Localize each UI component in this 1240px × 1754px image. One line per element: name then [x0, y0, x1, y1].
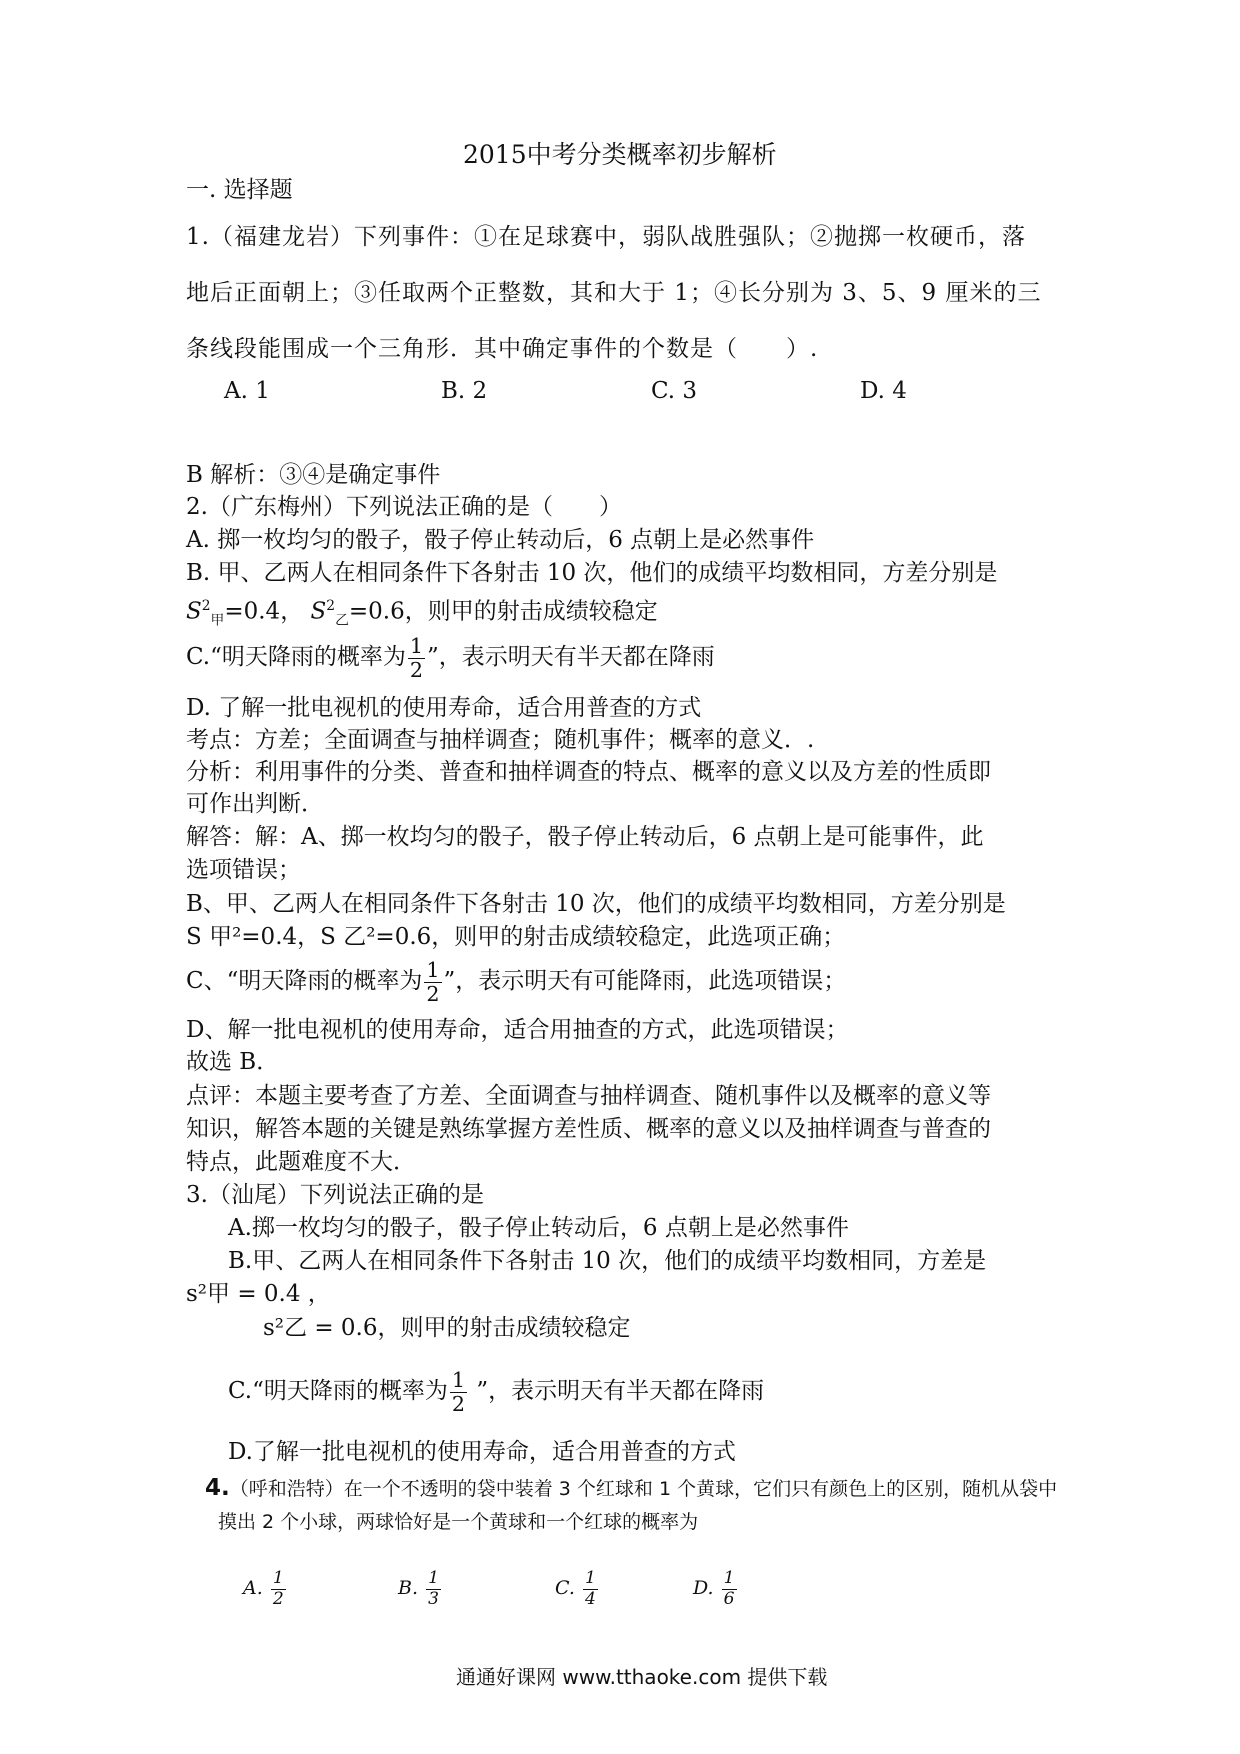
- q2-fenxi-line1: 分析：利用事件的分类、普查和抽样调查的特点、概率的意义以及方差的性质即: [186, 759, 991, 785]
- q2-stem: 2.（广东梅州）下列说法正确的是（ ）: [186, 494, 622, 520]
- q1-line1: 1.（福建龙岩）下列事件：①在足球赛中，弱队战胜强队；②抛掷一枚硬币，落: [186, 224, 1026, 250]
- q2-dianping-line1: 点评：本题主要考查了方差、全面调查与抽样调查、随机事件以及概率的意义等: [186, 1083, 991, 1109]
- option-label: C.: [555, 1577, 575, 1599]
- q4-line2: 摸出 2 个小球，两球恰好是一个黄球和一个红球的概率为: [218, 1511, 699, 1533]
- numerator: 1: [272, 1568, 284, 1589]
- q3-option-a: A.掷一枚均匀的骰子，骰子停止转动后，6 点朝上是必然事件: [228, 1215, 849, 1241]
- q1-line3: 条线段能围成一个三角形．其中确定事件的个数是（ ）.: [186, 336, 819, 362]
- variance-value: =0.6，则甲的射击成绩较稳定: [348, 598, 658, 625]
- q2-option-a: A. 掷一枚均匀的骰子，骰子停止转动后，6 点朝上是必然事件: [186, 527, 815, 553]
- q2-jieda-line3: B、甲、乙两人在相同条件下各射击 10 次，他们的成绩平均数相同，方差分别是: [186, 891, 1006, 917]
- q2-jieda-line6: D、解一批电视机的使用寿命，适合用抽查的方式，此选项错误；: [186, 1017, 849, 1043]
- option-label: B.: [398, 1577, 419, 1599]
- text-span: ”，表示明天有可能降雨，此选项错误；: [443, 968, 847, 995]
- q1-option-d: D. 4: [860, 378, 907, 404]
- numerator: 1: [428, 1568, 439, 1589]
- q2-jieda-line5: [186, 960, 846, 1004]
- denominator: 2: [426, 981, 440, 1006]
- q4-option-a: [243, 1568, 288, 1608]
- variance-symbol: S: [310, 598, 327, 625]
- text-span: C.“明天降雨的概率为: [228, 1378, 448, 1405]
- text-span: C.“明天降雨的概率为: [186, 644, 406, 671]
- q3-option-b-line1: B.甲、乙两人在相同条件下各射击 10 次，他们的成绩平均数相同，方差是: [228, 1248, 987, 1274]
- option-label: A.: [243, 1577, 263, 1599]
- fraction: [583, 1570, 598, 1607]
- q2-kaodian: 考点：方差；全面调查与抽样调查；随机事件；概率的意义．.: [186, 727, 815, 753]
- fraction: [722, 1570, 737, 1607]
- denominator: 3: [428, 1588, 439, 1609]
- q1-option-c: C. 3: [651, 378, 698, 404]
- q2-guxuan: 故选 B．: [186, 1049, 280, 1075]
- footer-text: 通通好课网 www.tthaoke.com 提供下载: [456, 1665, 828, 1689]
- q2-dianping-line3: 特点，此题难度不大．: [186, 1149, 416, 1175]
- variance-symbol: S: [186, 598, 202, 625]
- variance-value: =0.4，: [224, 598, 304, 625]
- denominator: 6: [723, 1588, 735, 1609]
- fraction: [450, 1370, 467, 1414]
- text-span: C、“明天降雨的概率为: [186, 968, 423, 995]
- text-span: ”，表示明天有半天都在降雨: [427, 644, 715, 671]
- denominator: 2: [451, 1391, 466, 1416]
- denominator: 2: [409, 657, 424, 682]
- q1-option-a: A. 1: [224, 378, 270, 404]
- fraction: [271, 1570, 286, 1607]
- text-span: （呼和浩特）在一个不透明的袋中装着 3 个红球和 1 个黄球，它们只有颜色上的区别，随机从袋中: [229, 1478, 1058, 1500]
- numerator: 1: [723, 1568, 735, 1589]
- q4-option-b: [398, 1568, 443, 1608]
- q2-option-d: D. 了解一批电视机的使用寿命，适合用普查的方式: [186, 695, 702, 721]
- option-label: D.: [693, 1577, 714, 1599]
- q4-line1: [205, 1473, 1057, 1504]
- fraction: [424, 960, 441, 1004]
- q4-option-c: [555, 1568, 600, 1608]
- q2-option-b-line2: $S^2_甲=0.4$， $S^2_乙=0.6$，则甲的射击成绩较稳定: [186, 598, 658, 629]
- denominator: 2: [272, 1588, 284, 1609]
- q2-option-b-line1: B. 甲、乙两人在相同条件下各射击 10 次，他们的成绩平均数相同，方差分别是: [186, 560, 998, 586]
- q2-fenxi-line2: 可作出判断．: [186, 791, 324, 817]
- denominator: 4: [584, 1588, 596, 1609]
- q2-jieda-line2: 选项错误；: [186, 857, 301, 883]
- numerator: 1: [584, 1568, 596, 1589]
- page-title: 2015中考分类概率初步解析: [463, 140, 777, 169]
- q4-option-d: [693, 1568, 739, 1608]
- numerator: 1: [409, 634, 424, 658]
- q3-option-c: [228, 1370, 764, 1414]
- q2-dianping-line2: 知识，解答本题的关键是熟练掌握方差性质、概率的意义以及抽样调查与普查的: [186, 1116, 991, 1142]
- variance-subscript: 乙: [335, 612, 349, 629]
- numerator: 1: [426, 958, 440, 982]
- q2-jieda-line1: 解答：解：A、掷一枚均匀的骰子，骰子停止转动后，6 点朝上是可能事件，此: [186, 824, 984, 850]
- text-span: ”，表示明天有半天都在降雨: [469, 1378, 765, 1405]
- q1-line2: 地后正面朝上；③任取两个正整数，其和大于 1；④长分别为 3、5、9 厘米的三: [186, 280, 1042, 306]
- q2-jieda-line4: S 甲²=0.4，S 乙²=0.6，则甲的射击成绩较稳定，此选项正确；: [186, 924, 846, 950]
- q3-option-d: D.了解一批电视机的使用寿命，适合用普查的方式: [228, 1439, 736, 1465]
- q3-option-b-line2: s²甲 = 0.4 ，: [186, 1281, 331, 1307]
- q2-option-c: [186, 636, 715, 680]
- fraction: [408, 636, 425, 680]
- q1-option-b: B. 2: [441, 378, 488, 404]
- fraction: [426, 1570, 441, 1607]
- variance-subscript: 甲: [210, 612, 225, 629]
- section-heading: 一. 选择题: [186, 177, 293, 203]
- q3-stem: 3.（汕尾）下列说法正确的是: [186, 1182, 484, 1208]
- question-number: 4.: [205, 1475, 230, 1501]
- q3-option-b-line3: s²乙 = 0.6，则甲的射击成绩较稳定: [263, 1315, 631, 1341]
- numerator: 1: [451, 1368, 466, 1392]
- q1-answer: B 解析：③④是确定事件: [186, 462, 441, 488]
